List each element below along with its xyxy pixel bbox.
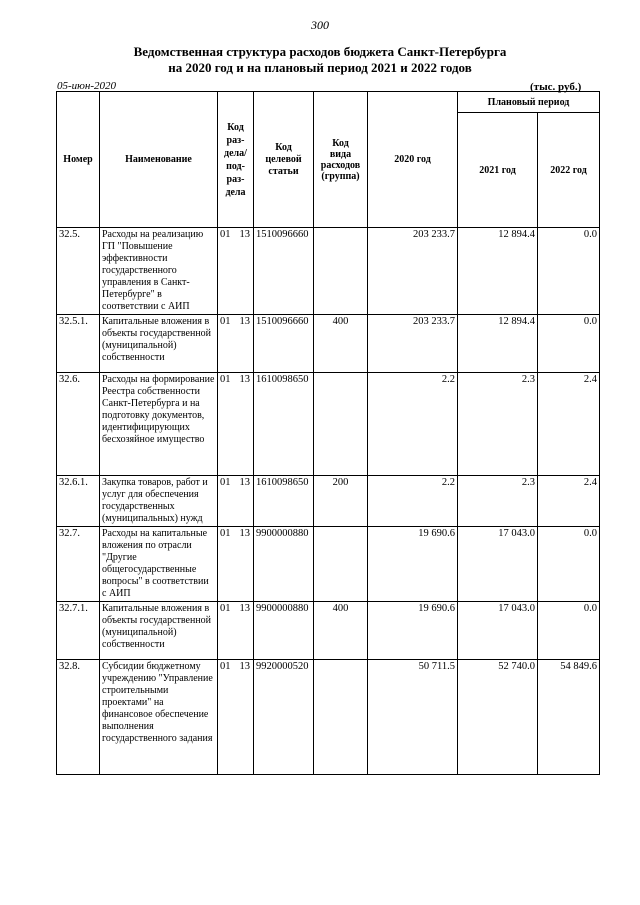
header-number: Номер <box>57 92 100 228</box>
row-name: Расходы на капитальные вложения по отрасли "Другие общегосударственные вопросы" в соответствии с АИП <box>100 527 218 602</box>
header-plan-period: Плановый период <box>458 92 600 113</box>
document-title <box>0 44 640 76</box>
row-2022: 0.0 <box>538 527 600 602</box>
row-razdel: 01 13 <box>218 476 254 527</box>
header-cel: Код целевой статьи <box>254 92 314 228</box>
table-row <box>57 602 600 660</box>
row-vid: 400 <box>314 602 368 660</box>
row-razdel: 01 13 <box>218 228 254 315</box>
row-2022: 2.4 <box>538 476 600 527</box>
row-name: Расходы на реализацию ГП "Повышение эффективности государственного управления в Санкт-Петербурге" в соответствии с АИП <box>100 228 218 315</box>
row-2022: 2.4 <box>538 373 600 476</box>
row-cel: 9900000880 <box>254 527 314 602</box>
row-cel: 9900000880 <box>254 602 314 660</box>
row-2020: 203 233.7 <box>368 315 458 373</box>
row-number: 32.5.1. <box>57 315 100 373</box>
row-name: Субсидии бюджетному учреждению "Управление строительными проектами" на финансовое обеспечение выполнения государственного задания <box>100 660 218 775</box>
row-razdel: 01 13 <box>218 660 254 775</box>
header-razdel: Код раз- дела/ под- раз- дела <box>218 92 254 228</box>
row-cel: 1610098650 <box>254 476 314 527</box>
row-razdel: 01 13 <box>218 602 254 660</box>
table-row <box>57 373 600 476</box>
row-vid <box>314 660 368 775</box>
header-2021: 2021 год <box>458 113 538 228</box>
table-row <box>57 228 600 315</box>
title-line-1: Ведомственная структура расходов бюджета Санкт-Петербурга <box>133 44 507 59</box>
header-name: Наименование <box>100 92 218 228</box>
row-number: 32.6. <box>57 373 100 476</box>
row-2021: 17 043.0 <box>458 602 538 660</box>
table-row <box>57 660 600 775</box>
row-cel: 1610098650 <box>254 373 314 476</box>
row-2020: 50 711.5 <box>368 660 458 775</box>
row-2020: 203 233.7 <box>368 228 458 315</box>
row-name: Капитальные вложения в объекты государственной (муниципальной) собственности <box>100 315 218 373</box>
row-2021: 12 894.4 <box>458 315 538 373</box>
row-2021: 2.3 <box>458 373 538 476</box>
row-vid <box>314 373 368 476</box>
row-razdel: 01 13 <box>218 527 254 602</box>
row-name: Капитальные вложения в объекты государственной (муниципальной) собственности <box>100 602 218 660</box>
row-2022: 0.0 <box>538 315 600 373</box>
row-2022: 0.0 <box>538 602 600 660</box>
row-name: Закупка товаров, работ и услуг для обеспечения государственных (муниципальных) нужд <box>100 476 218 527</box>
row-vid <box>314 527 368 602</box>
units-label: (тыс. руб.) <box>530 81 582 93</box>
row-2022: 0.0 <box>538 228 600 315</box>
row-name: Расходы на формирование Реестра собственности Санкт-Петербурга и на подготовку документов, идентифицирующих бесхозяйное имущество <box>100 373 218 476</box>
row-vid: 200 <box>314 476 368 527</box>
row-2021: 12 894.4 <box>458 228 538 315</box>
table-row <box>57 527 600 602</box>
row-2020: 2.2 <box>368 373 458 476</box>
row-number: 32.8. <box>57 660 100 775</box>
row-razdel: 01 13 <box>218 373 254 476</box>
row-razdel: 01 13 <box>218 315 254 373</box>
document-date: 05-июн-2020 <box>57 80 117 92</box>
header-2020: 2020 год <box>368 92 458 228</box>
page-number: 300 <box>311 18 329 32</box>
row-cel: 1510096660 <box>254 315 314 373</box>
row-2021: 2.3 <box>458 476 538 527</box>
header-2022: 2022 год <box>538 113 600 228</box>
header-vid: Код вида расходов (группа) <box>314 92 368 228</box>
table-row <box>57 476 600 527</box>
row-vid: 400 <box>314 315 368 373</box>
row-2022: 54 849.6 <box>538 660 600 775</box>
row-2020: 19 690.6 <box>368 602 458 660</box>
header-row-1 <box>57 92 600 113</box>
row-cel: 1510096660 <box>254 228 314 315</box>
row-2021: 52 740.0 <box>458 660 538 775</box>
row-2020: 19 690.6 <box>368 527 458 602</box>
row-number: 32.6.1. <box>57 476 100 527</box>
table-row <box>57 315 600 373</box>
row-vid <box>314 228 368 315</box>
row-cel: 9920000520 <box>254 660 314 775</box>
row-number: 32.5. <box>57 228 100 315</box>
title-line-2: на 2020 год и на плановый период 2021 и 2022 годов <box>168 60 472 75</box>
row-2021: 17 043.0 <box>458 527 538 602</box>
row-number: 32.7.1. <box>57 602 100 660</box>
budget-table <box>56 91 600 775</box>
row-2020: 2.2 <box>368 476 458 527</box>
row-number: 32.7. <box>57 527 100 602</box>
